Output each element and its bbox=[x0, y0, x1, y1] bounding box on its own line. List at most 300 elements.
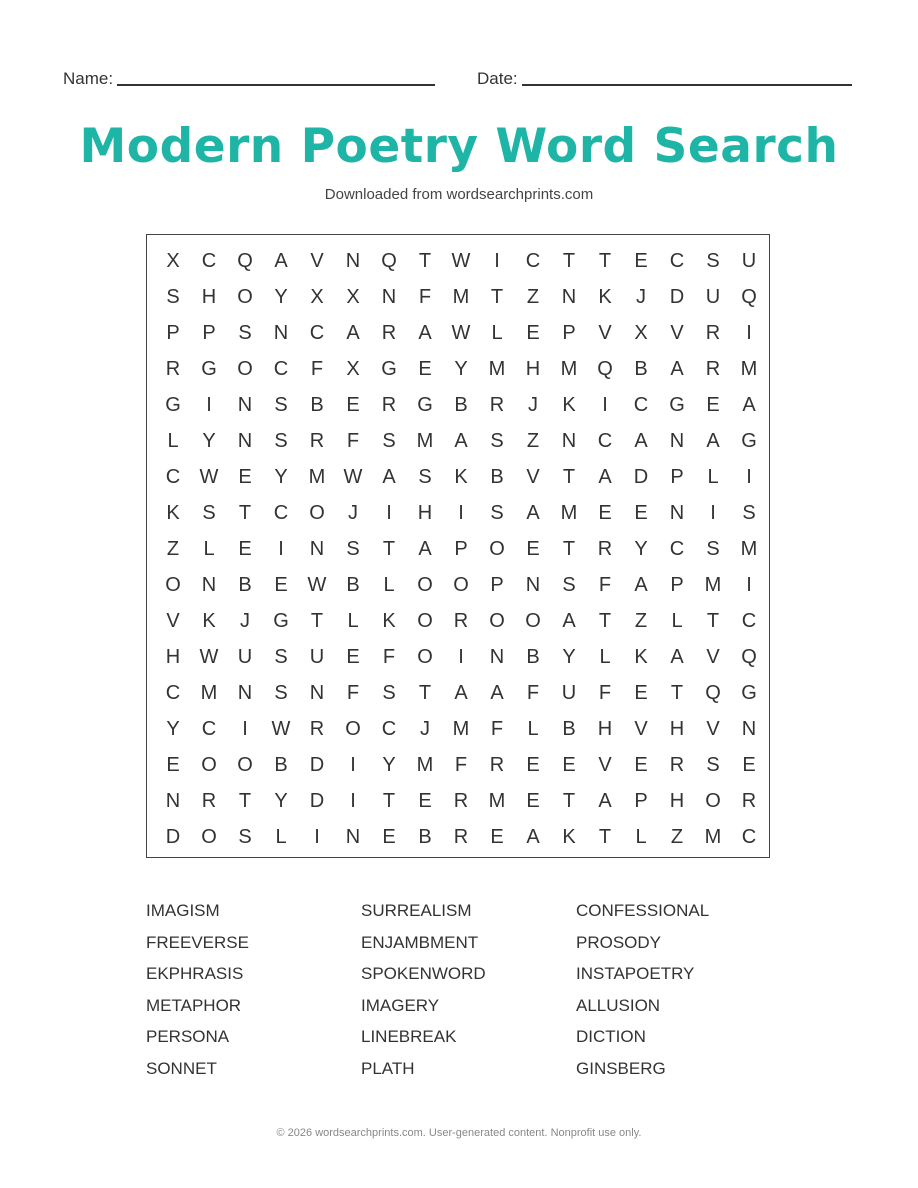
grid-letter: R bbox=[741, 789, 757, 812]
grid-letter: Y bbox=[202, 429, 216, 452]
grid-letter: B bbox=[490, 465, 504, 488]
grid-letter: O bbox=[453, 573, 469, 596]
word-list-item: IMAGERY bbox=[361, 995, 440, 1015]
grid-letter: O bbox=[705, 789, 721, 812]
grid-letter: V bbox=[310, 249, 324, 272]
grid-letter: E bbox=[634, 753, 648, 776]
grid-letter: M bbox=[560, 501, 578, 524]
grid-letter: I bbox=[746, 465, 752, 488]
grid-letter: A bbox=[670, 357, 684, 380]
letter-grid bbox=[146, 234, 770, 858]
grid-letter: A bbox=[742, 393, 756, 416]
grid-letter: E bbox=[634, 249, 648, 272]
grid-letter: U bbox=[561, 681, 577, 704]
grid-letter: S bbox=[346, 537, 360, 560]
grid-letter: Y bbox=[382, 753, 396, 776]
grid-letter: O bbox=[237, 753, 253, 776]
grid-letter: N bbox=[201, 573, 217, 596]
grid-letter: E bbox=[418, 789, 432, 812]
grid-letter: H bbox=[165, 645, 181, 668]
grid-letter: G bbox=[741, 429, 757, 452]
grid-letter: D bbox=[309, 789, 325, 812]
word-list-item: SONNET bbox=[146, 1058, 217, 1078]
date-field bbox=[477, 66, 852, 92]
grid-letter: S bbox=[418, 465, 432, 488]
grid-letter: U bbox=[309, 645, 325, 668]
grid-letter: A bbox=[490, 681, 504, 704]
grid-letter: J bbox=[420, 717, 430, 740]
grid-letter: C bbox=[165, 681, 181, 704]
grid-letter: A bbox=[562, 609, 576, 632]
grid-letter: E bbox=[742, 753, 756, 776]
grid-letter: X bbox=[310, 285, 324, 308]
grid-letter: M bbox=[488, 357, 506, 380]
grid-letter: I bbox=[746, 573, 752, 596]
grid-letter: Q bbox=[741, 285, 757, 308]
grid-letter: E bbox=[526, 789, 540, 812]
word-list-item: INSTAPOETRY bbox=[576, 964, 695, 983]
grid-letter: F bbox=[382, 645, 396, 668]
grid-letter: N bbox=[561, 285, 577, 308]
grid-letter: L bbox=[167, 429, 179, 452]
grid-letter: M bbox=[452, 717, 470, 740]
grid-letter: O bbox=[417, 645, 433, 668]
date-label: Date: bbox=[477, 69, 518, 88]
grid-letter: F bbox=[526, 681, 540, 704]
grid-letter: M bbox=[416, 753, 434, 776]
word-list-item: DICTION bbox=[576, 1027, 646, 1046]
grid-letter: A bbox=[634, 573, 648, 596]
grid-letter: O bbox=[201, 825, 217, 848]
grid-letter: H bbox=[669, 789, 685, 812]
grid-letter: X bbox=[346, 285, 360, 308]
grid-letter: B bbox=[310, 393, 324, 416]
grid-letter: K bbox=[562, 825, 576, 848]
grid-letter: V bbox=[598, 753, 612, 776]
grid-letter: E bbox=[238, 465, 252, 488]
grid-letter: U bbox=[705, 285, 721, 308]
grid-letter: V bbox=[634, 717, 648, 740]
grid-letter: K bbox=[382, 609, 396, 632]
grid-letter: N bbox=[381, 285, 397, 308]
grid-letter: S bbox=[238, 825, 252, 848]
grid-letter: O bbox=[489, 609, 505, 632]
grid-letter: P bbox=[670, 465, 684, 488]
grid-letter: W bbox=[343, 465, 363, 488]
grid-letter: G bbox=[741, 681, 757, 704]
word-list-item: PLATH bbox=[361, 1058, 415, 1078]
grid-letter: D bbox=[669, 285, 685, 308]
grid-letter: G bbox=[669, 393, 685, 416]
grid-letter: C bbox=[273, 357, 289, 380]
grid-letter: S bbox=[166, 285, 180, 308]
grid-letter: C bbox=[741, 825, 757, 848]
header bbox=[0, 66, 918, 96]
grid-letter: B bbox=[346, 573, 360, 596]
date-line bbox=[522, 84, 852, 86]
grid-letter: R bbox=[381, 393, 397, 416]
grid-letter: P bbox=[670, 573, 684, 596]
grid-letter: F bbox=[598, 573, 612, 596]
grid-letter: E bbox=[418, 357, 432, 380]
word-list-item: GINSBERG bbox=[576, 1058, 666, 1078]
grid-letter: H bbox=[669, 717, 685, 740]
grid-letter: Y bbox=[274, 285, 288, 308]
grid-letter: T bbox=[598, 825, 612, 848]
grid-letter: T bbox=[562, 537, 576, 560]
grid-letter: T bbox=[382, 789, 396, 812]
grid-letter: E bbox=[274, 573, 288, 596]
name-field bbox=[63, 66, 435, 92]
page-title: Modern Poetry Word Search bbox=[79, 119, 839, 174]
grid-letter: K bbox=[634, 645, 648, 668]
word-list-item: FREEVERSE bbox=[146, 932, 249, 952]
grid-letter: W bbox=[451, 249, 471, 272]
grid-letter: R bbox=[309, 717, 325, 740]
grid-letter: S bbox=[382, 681, 396, 704]
grid-letter: S bbox=[274, 645, 288, 668]
grid-letter: P bbox=[490, 573, 504, 596]
grid-letter: V bbox=[670, 321, 684, 344]
grid-letter: Y bbox=[274, 465, 288, 488]
grid-letter: F bbox=[346, 429, 360, 452]
footer: © 2026 wordsearchprints.com. User-generated content. Nonprofit use only. bbox=[276, 1127, 642, 1139]
grid-letter: Q bbox=[237, 249, 253, 272]
grid-letter: H bbox=[417, 501, 433, 524]
grid-letter: B bbox=[454, 393, 468, 416]
grid-letter: T bbox=[238, 789, 252, 812]
grid-letter: G bbox=[165, 393, 181, 416]
grid-letter: Q bbox=[741, 645, 757, 668]
grid-letter: E bbox=[526, 321, 540, 344]
grid-letter: V bbox=[166, 609, 180, 632]
grid-letter: C bbox=[597, 429, 613, 452]
word-list-item: IMAGISM bbox=[146, 901, 220, 920]
subtitle: Downloaded from wordsearchprints.com bbox=[324, 186, 594, 203]
grid-letter: L bbox=[527, 717, 539, 740]
grid-letter: T bbox=[598, 249, 612, 272]
grid-letter: C bbox=[309, 321, 325, 344]
grid-letter: A bbox=[670, 645, 684, 668]
grid-letter: I bbox=[494, 249, 500, 272]
grid-letter: H bbox=[201, 285, 217, 308]
grid-letter: L bbox=[599, 645, 611, 668]
grid-letter: R bbox=[453, 825, 469, 848]
grid-letter: S bbox=[742, 501, 756, 524]
grid-letter: E bbox=[346, 393, 360, 416]
grid-letter: A bbox=[454, 681, 468, 704]
grid-letter: V bbox=[706, 717, 720, 740]
grid-letter: M bbox=[308, 465, 326, 488]
grid-letter: I bbox=[458, 501, 464, 524]
grid-letter: R bbox=[489, 393, 505, 416]
grid-letter: U bbox=[741, 249, 757, 272]
grid-letter: T bbox=[562, 789, 576, 812]
grid-letter: L bbox=[203, 537, 215, 560]
grid-letter: A bbox=[274, 249, 288, 272]
grid-letter: N bbox=[273, 321, 289, 344]
grid-letter: W bbox=[271, 717, 291, 740]
grid-letter: C bbox=[741, 609, 757, 632]
grid-letter: G bbox=[273, 609, 289, 632]
grid-letter: D bbox=[309, 753, 325, 776]
grid-letter: O bbox=[525, 609, 541, 632]
grid-letter: I bbox=[458, 645, 464, 668]
grid-letter: Y bbox=[634, 537, 648, 560]
grid-letter: S bbox=[706, 249, 720, 272]
grid-letter: P bbox=[562, 321, 576, 344]
grid-letter: T bbox=[310, 609, 324, 632]
grid-letter: R bbox=[705, 357, 721, 380]
grid-letter: R bbox=[489, 753, 505, 776]
grid-letter: G bbox=[417, 393, 433, 416]
grid-letter: A bbox=[634, 429, 648, 452]
grid-letter: R bbox=[669, 753, 685, 776]
letter-grid-cells bbox=[155, 243, 767, 855]
grid-letter: V bbox=[526, 465, 540, 488]
grid-letter: B bbox=[238, 573, 252, 596]
grid-letter: V bbox=[706, 645, 720, 668]
word-list-item: SPOKENWORD bbox=[361, 964, 486, 983]
grid-letter: C bbox=[525, 249, 541, 272]
word-list-item: PERSONA bbox=[146, 1027, 230, 1046]
grid-letter: E bbox=[382, 825, 396, 848]
grid-letter: T bbox=[238, 501, 252, 524]
grid-letter: N bbox=[669, 429, 685, 452]
grid-letter: O bbox=[489, 537, 505, 560]
grid-letter: F bbox=[598, 681, 612, 704]
grid-letter: H bbox=[597, 717, 613, 740]
grid-letter: S bbox=[202, 501, 216, 524]
grid-letter: C bbox=[201, 249, 217, 272]
grid-letter: S bbox=[274, 393, 288, 416]
grid-letter: P bbox=[202, 321, 216, 344]
grid-letter: N bbox=[237, 393, 253, 416]
grid-letter: G bbox=[201, 357, 217, 380]
grid-letter: E bbox=[562, 753, 576, 776]
grid-letter: E bbox=[634, 681, 648, 704]
grid-letter: C bbox=[633, 393, 649, 416]
grid-letter: S bbox=[706, 753, 720, 776]
grid-letter: I bbox=[602, 393, 608, 416]
grid-letter: N bbox=[165, 789, 181, 812]
grid-letter: S bbox=[274, 429, 288, 452]
grid-letter: I bbox=[278, 537, 284, 560]
grid-letter: M bbox=[740, 537, 758, 560]
grid-letter: K bbox=[598, 285, 612, 308]
grid-letter: I bbox=[710, 501, 716, 524]
grid-letter: X bbox=[346, 357, 360, 380]
grid-letter: A bbox=[382, 465, 396, 488]
grid-letter: B bbox=[274, 753, 288, 776]
grid-letter: X bbox=[166, 249, 180, 272]
grid-letter: I bbox=[242, 717, 248, 740]
grid-letter: O bbox=[201, 753, 217, 776]
word-list bbox=[146, 898, 786, 1087]
grid-letter: F bbox=[490, 717, 504, 740]
grid-letter: S bbox=[490, 501, 504, 524]
grid-letter: W bbox=[199, 645, 219, 668]
word-list-item: METAPHOR bbox=[146, 995, 242, 1015]
grid-letter: I bbox=[746, 321, 752, 344]
grid-letter: R bbox=[165, 357, 181, 380]
grid-letter: I bbox=[350, 789, 356, 812]
grid-letter: O bbox=[237, 357, 253, 380]
grid-letter: N bbox=[345, 825, 361, 848]
grid-letter: F bbox=[418, 285, 432, 308]
word-list-item: CONFESSIONAL bbox=[576, 901, 710, 920]
grid-letter: I bbox=[350, 753, 356, 776]
grid-letter: A bbox=[598, 789, 612, 812]
grid-letter: Y bbox=[562, 645, 576, 668]
word-list-item: EKPHRASIS bbox=[146, 964, 244, 983]
grid-letter: E bbox=[490, 825, 504, 848]
grid-letter: M bbox=[416, 429, 434, 452]
grid-letter: K bbox=[166, 501, 180, 524]
grid-letter: R bbox=[597, 537, 613, 560]
grid-letter: L bbox=[491, 321, 503, 344]
grid-letter: U bbox=[237, 645, 253, 668]
grid-letter: T bbox=[382, 537, 396, 560]
grid-letter: W bbox=[199, 465, 219, 488]
grid-letter: N bbox=[309, 537, 325, 560]
grid-letter: T bbox=[670, 681, 684, 704]
grid-letter: O bbox=[165, 573, 181, 596]
grid-letter: I bbox=[206, 393, 212, 416]
grid-letter: R bbox=[201, 789, 217, 812]
grid-letter: J bbox=[528, 393, 538, 416]
grid-letter: L bbox=[347, 609, 359, 632]
grid-letter: T bbox=[562, 465, 576, 488]
name-label: Name: bbox=[63, 69, 114, 88]
grid-letter: O bbox=[237, 285, 253, 308]
grid-letter: S bbox=[562, 573, 576, 596]
grid-letter: C bbox=[201, 717, 217, 740]
grid-letter: H bbox=[525, 357, 541, 380]
word-list-item: LINEBREAK bbox=[361, 1027, 457, 1046]
grid-letter: S bbox=[382, 429, 396, 452]
grid-letter: X bbox=[634, 321, 648, 344]
grid-letter: A bbox=[526, 825, 540, 848]
grid-letter: Q bbox=[597, 357, 613, 380]
grid-letter: E bbox=[238, 537, 252, 560]
grid-letter: E bbox=[634, 501, 648, 524]
grid-letter: L bbox=[275, 825, 287, 848]
grid-letter: C bbox=[669, 249, 685, 272]
grid-letter: R bbox=[381, 321, 397, 344]
grid-letter: N bbox=[237, 681, 253, 704]
grid-letter: S bbox=[490, 429, 504, 452]
grid-letter: I bbox=[386, 501, 392, 524]
grid-letter: R bbox=[705, 321, 721, 344]
grid-letter: C bbox=[165, 465, 181, 488]
grid-letter: S bbox=[706, 537, 720, 560]
grid-letter: Z bbox=[634, 609, 648, 632]
grid-letter: N bbox=[237, 429, 253, 452]
grid-letter: B bbox=[562, 717, 576, 740]
grid-letter: A bbox=[454, 429, 468, 452]
grid-letter: Y bbox=[454, 357, 468, 380]
grid-letter: B bbox=[526, 645, 540, 668]
grid-letter: O bbox=[417, 609, 433, 632]
grid-letter: Y bbox=[274, 789, 288, 812]
grid-letter: C bbox=[273, 501, 289, 524]
grid-letter: N bbox=[741, 717, 757, 740]
word-list-item: SURREALISM bbox=[361, 901, 472, 920]
grid-letter: W bbox=[307, 573, 327, 596]
grid-letter: A bbox=[418, 537, 432, 560]
grid-letter: A bbox=[706, 429, 720, 452]
grid-letter: D bbox=[165, 825, 181, 848]
grid-letter: L bbox=[707, 465, 719, 488]
grid-letter: E bbox=[598, 501, 612, 524]
grid-letter: W bbox=[451, 321, 471, 344]
grid-letter: P bbox=[634, 789, 648, 812]
grid-letter: T bbox=[598, 609, 612, 632]
grid-letter: J bbox=[636, 285, 646, 308]
grid-letter: Q bbox=[705, 681, 721, 704]
grid-letter: Z bbox=[670, 825, 684, 848]
grid-letter: Y bbox=[166, 717, 180, 740]
grid-letter: F bbox=[454, 753, 468, 776]
grid-letter: J bbox=[348, 501, 358, 524]
grid-letter: P bbox=[454, 537, 468, 560]
grid-letter: E bbox=[526, 753, 540, 776]
grid-letter: Z bbox=[526, 285, 540, 308]
grid-letter: L bbox=[671, 609, 683, 632]
grid-letter: S bbox=[274, 681, 288, 704]
grid-letter: T bbox=[706, 609, 720, 632]
grid-letter: O bbox=[309, 501, 325, 524]
grid-letter: T bbox=[418, 249, 432, 272]
grid-letter: M bbox=[452, 285, 470, 308]
grid-letter: M bbox=[704, 825, 722, 848]
grid-letter: Q bbox=[381, 249, 397, 272]
grid-letter: A bbox=[346, 321, 360, 344]
grid-letter: E bbox=[346, 645, 360, 668]
grid-letter: N bbox=[489, 645, 505, 668]
grid-letter: L bbox=[383, 573, 395, 596]
grid-letter: A bbox=[598, 465, 612, 488]
grid-letter: Z bbox=[526, 429, 540, 452]
grid-letter: S bbox=[238, 321, 252, 344]
grid-letter: B bbox=[634, 357, 648, 380]
grid-letter: M bbox=[740, 357, 758, 380]
word-list-item: ENJAMBMENT bbox=[361, 932, 479, 952]
grid-letter: A bbox=[526, 501, 540, 524]
grid-letter: M bbox=[488, 789, 506, 812]
grid-letter: F bbox=[346, 681, 360, 704]
grid-letter: N bbox=[669, 501, 685, 524]
grid-letter: Z bbox=[166, 537, 180, 560]
grid-letter: G bbox=[381, 357, 397, 380]
grid-letter: E bbox=[526, 537, 540, 560]
grid-letter: N bbox=[345, 249, 361, 272]
grid-letter: E bbox=[706, 393, 720, 416]
grid-letter: O bbox=[345, 717, 361, 740]
grid-letter: P bbox=[166, 321, 180, 344]
grid-letter: C bbox=[669, 537, 685, 560]
grid-letter: K bbox=[454, 465, 468, 488]
name-line bbox=[117, 84, 435, 86]
grid-letter: V bbox=[598, 321, 612, 344]
grid-letter: K bbox=[202, 609, 216, 632]
word-list-item: PROSODY bbox=[576, 932, 662, 952]
grid-letter: A bbox=[418, 321, 432, 344]
grid-letter: O bbox=[417, 573, 433, 596]
grid-letter: D bbox=[633, 465, 649, 488]
grid-letter: F bbox=[310, 357, 324, 380]
